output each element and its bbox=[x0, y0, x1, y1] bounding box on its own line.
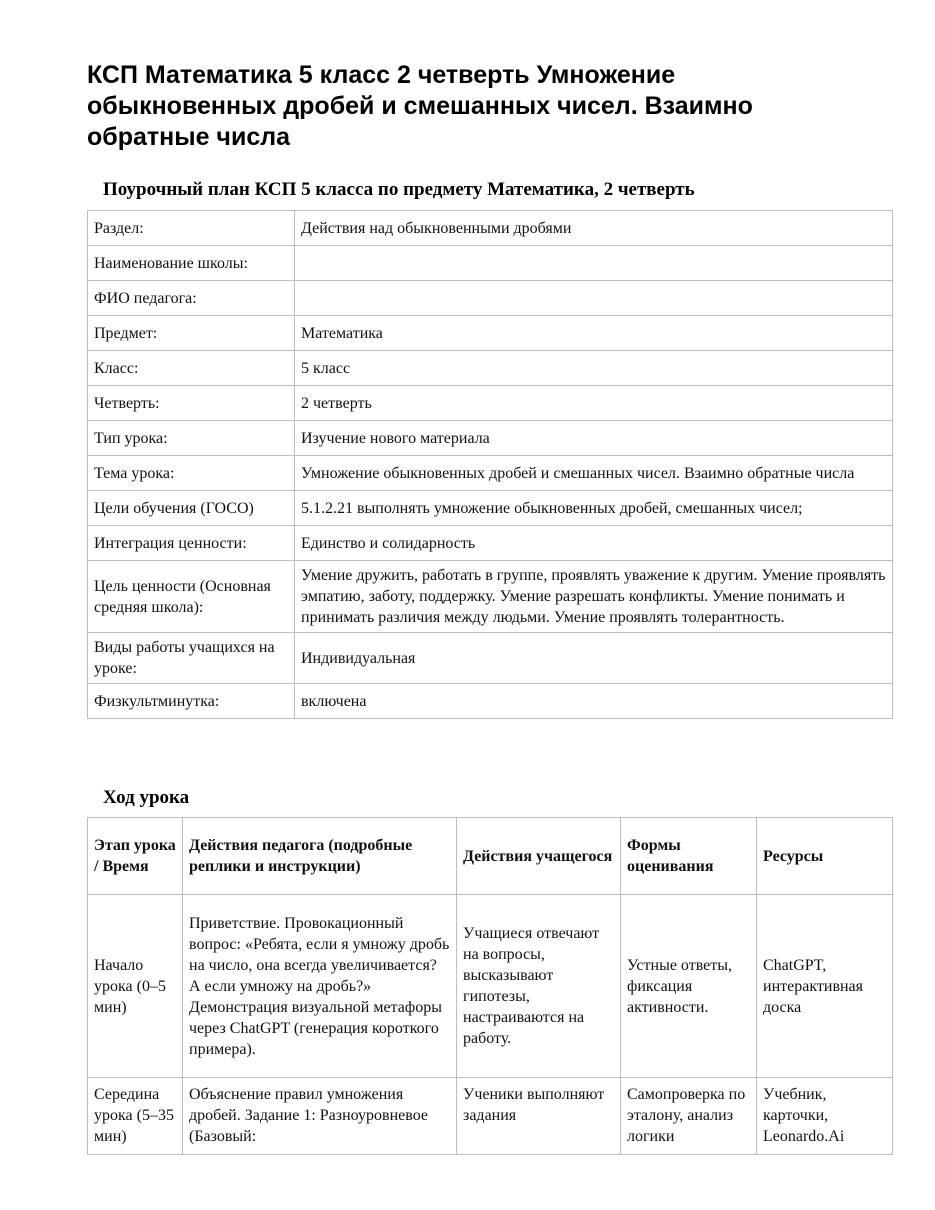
info-value: Изучение нового материала bbox=[295, 421, 893, 456]
info-label: Физкультминутка: bbox=[88, 684, 295, 719]
table-row bbox=[88, 316, 893, 351]
info-label: Виды работы учащихся на уроке: bbox=[88, 633, 295, 684]
teacher-actions-cell: Объяснение правил умножения дробей. Задание 1: Разноуровневое (Базовый: bbox=[183, 1078, 457, 1155]
info-value: 2 четверть bbox=[295, 386, 893, 421]
table-row bbox=[88, 1078, 893, 1155]
info-label: Тип урока: bbox=[88, 421, 295, 456]
info-label: ФИО педагога: bbox=[88, 281, 295, 316]
table-row bbox=[88, 895, 893, 1078]
table-header-row bbox=[88, 818, 893, 895]
stage-cell: Середина урока (5–35 мин) bbox=[88, 1078, 183, 1155]
info-label: Цели обучения (ГОСО) bbox=[88, 491, 295, 526]
table-row bbox=[88, 281, 893, 316]
lesson-progress-table bbox=[87, 817, 893, 1155]
info-value: 5.1.2.21 выполнять умножение обыкновенных дробей, смешанных чисел; bbox=[295, 491, 893, 526]
info-value: Умение дружить, работать в группе, проявлять уважение к другим. Умение проявлять эмпатию, заботу, поддержку. Умение разрешать конфликты. Умение понимать и принимать различия между людьми. Умение проявлять толерантность. bbox=[295, 561, 893, 633]
table-row bbox=[88, 211, 893, 246]
table-row bbox=[88, 491, 893, 526]
info-label: Интеграция ценности: bbox=[88, 526, 295, 561]
info-label: Цель ценности (Основная средняя школа): bbox=[88, 561, 295, 633]
table-row bbox=[88, 246, 893, 281]
info-value: Математика bbox=[295, 316, 893, 351]
info-value: Действия над обыкновенными дробями bbox=[295, 211, 893, 246]
info-label: Четверть: bbox=[88, 386, 295, 421]
info-value: Единство и солидарность bbox=[295, 526, 893, 561]
info-value: Индивидуальная bbox=[295, 633, 893, 684]
table-row bbox=[88, 351, 893, 386]
student-actions-cell: Учащиеся отвечают на вопросы, высказывают гипотезы, настраиваются на работу. bbox=[457, 895, 621, 1078]
stage-cell: Начало урока (0–5 мин) bbox=[88, 895, 183, 1078]
table-row bbox=[88, 526, 893, 561]
resources-cell: ChatGPT, интерактивная доска bbox=[757, 895, 893, 1078]
lesson-info-table bbox=[87, 210, 893, 719]
column-header: Действия учащегося bbox=[457, 818, 621, 895]
table-row bbox=[88, 633, 893, 684]
column-header: Ресурсы bbox=[757, 818, 893, 895]
resources-cell: Учебник, карточки, Leonardo.Ai bbox=[757, 1078, 893, 1155]
info-value bbox=[295, 246, 893, 281]
teacher-actions-cell: Приветствие. Провокационный вопрос: «Ребята, если я умножу дробь на число, она всегда увеличивается? А если умножу на дробь?» Демонстрация визуальной метафоры через ChatGPT (генерация короткого примера). bbox=[183, 895, 457, 1078]
info-value: включена bbox=[295, 684, 893, 719]
student-actions-cell: Ученики выполняют задания bbox=[457, 1078, 621, 1155]
lesson-heading: Ход урока bbox=[103, 787, 190, 808]
assessment-cell: Устные ответы, фиксация активности. bbox=[621, 895, 757, 1078]
info-label: Тема урока: bbox=[88, 456, 295, 491]
plan-heading: Поурочный план КСП 5 класса по предмету Математика, 2 четверть bbox=[103, 179, 695, 200]
info-value: Умножение обыкновенных дробей и смешанных чисел. Взаимно обратные числа bbox=[295, 456, 893, 491]
table-row bbox=[88, 456, 893, 491]
info-value bbox=[295, 281, 893, 316]
table-row bbox=[88, 386, 893, 421]
column-header: Действия педагога (подробные реплики и инструкции) bbox=[183, 818, 457, 895]
table-row bbox=[88, 421, 893, 456]
info-label: Раздел: bbox=[88, 211, 295, 246]
assessment-cell: Самопроверка по эталону, анализ логики bbox=[621, 1078, 757, 1155]
info-label: Класс: bbox=[88, 351, 295, 386]
column-header: Этап урока / Время bbox=[88, 818, 183, 895]
table-row bbox=[88, 561, 893, 633]
info-label: Предмет: bbox=[88, 316, 295, 351]
info-value: 5 класс bbox=[295, 351, 893, 386]
info-label: Наименование школы: bbox=[88, 246, 295, 281]
document-title: КСП Математика 5 класс 2 четверть Умножение обыкновенных дробей и смешанных чисел. Взаимно обратные числа bbox=[87, 61, 753, 151]
table-row bbox=[88, 684, 893, 719]
column-header: Формы оценивания bbox=[621, 818, 757, 895]
